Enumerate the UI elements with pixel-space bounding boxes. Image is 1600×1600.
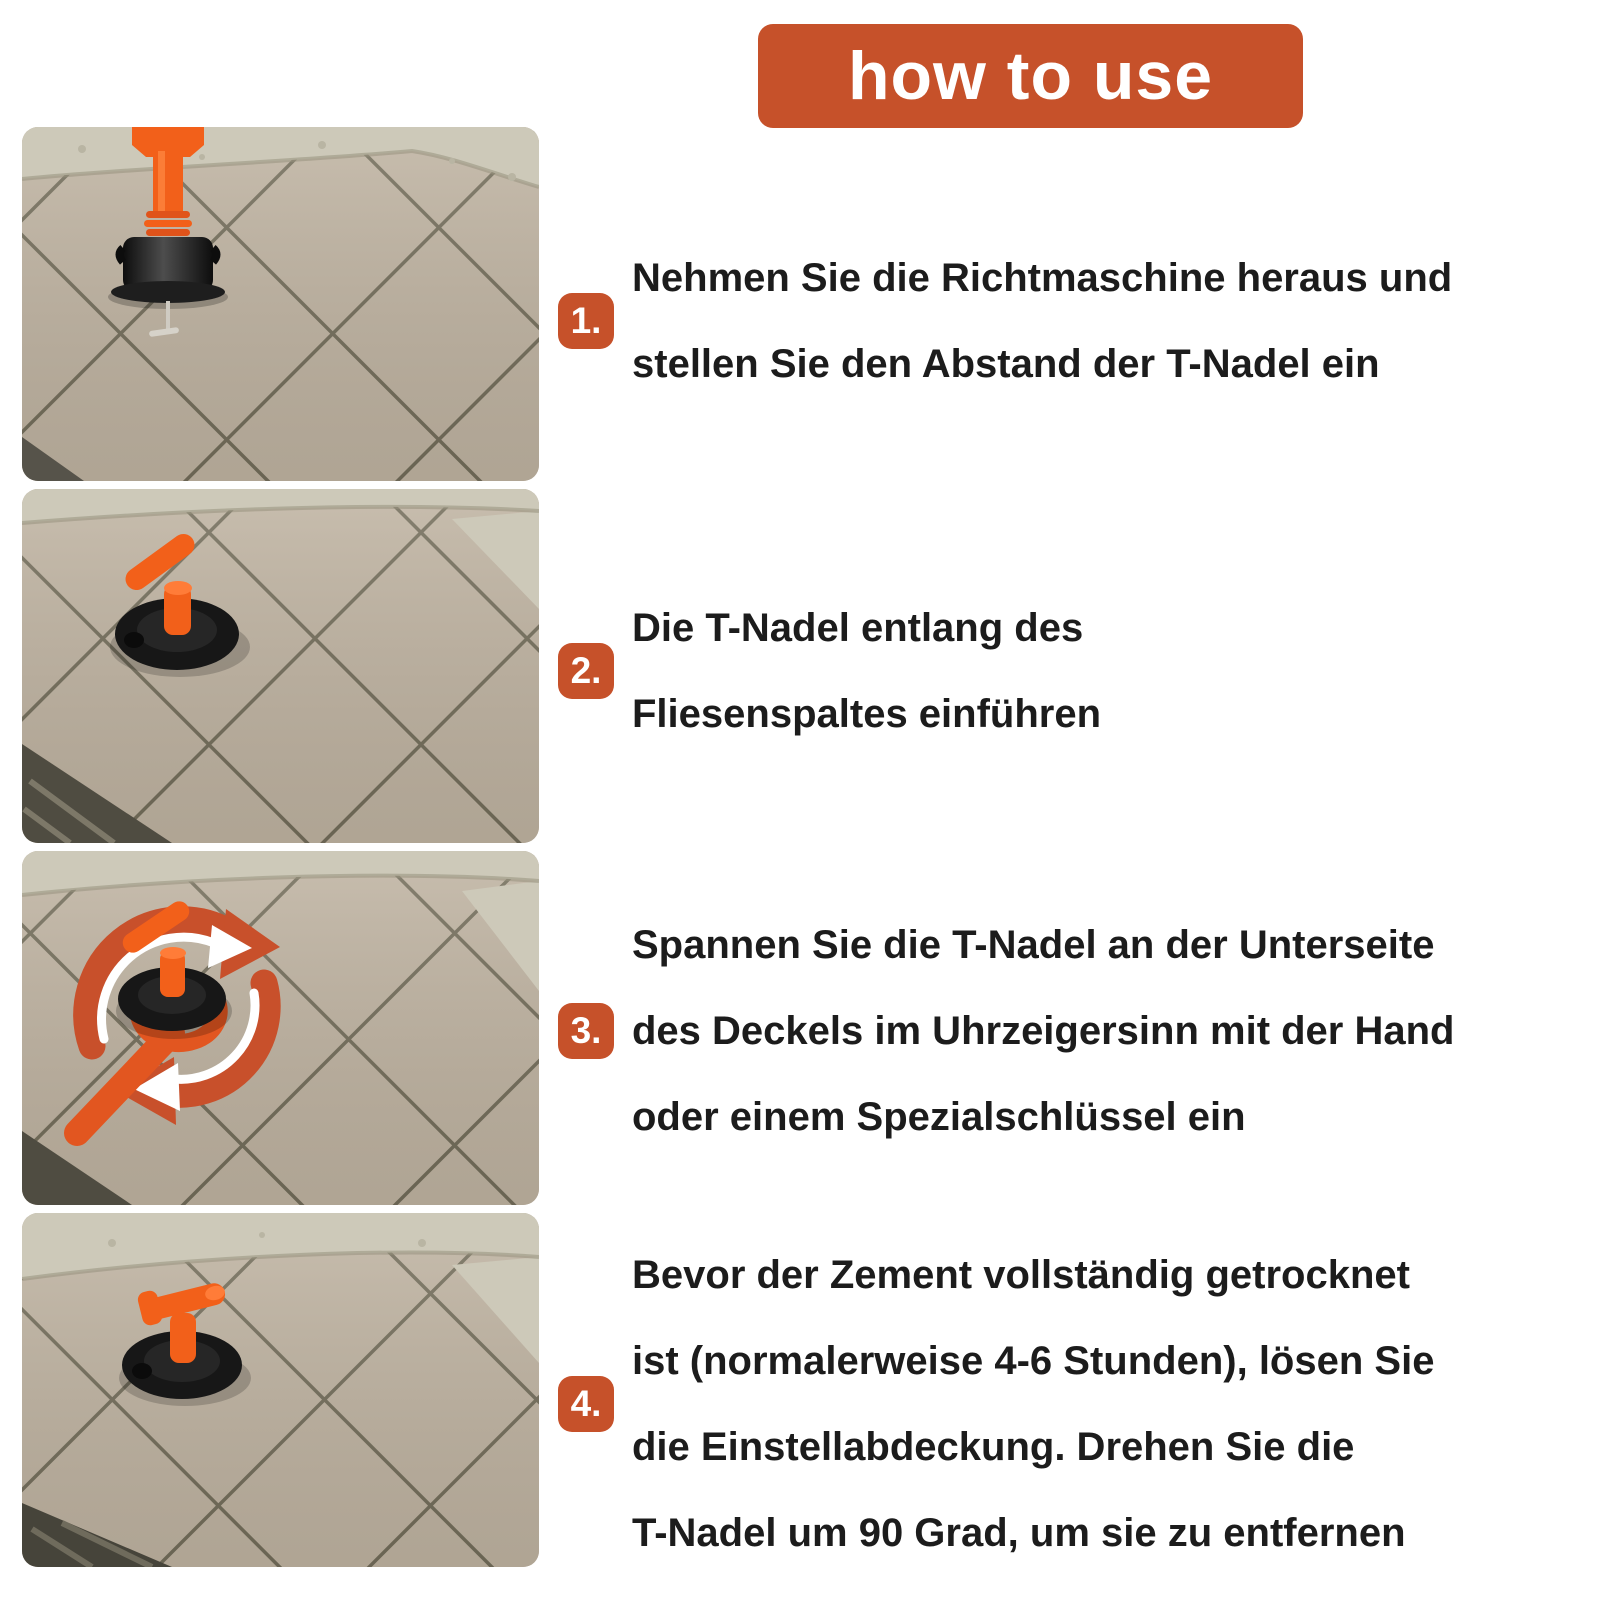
- step-3-number-badge: 3.: [558, 1003, 614, 1059]
- tile-floor-scene: [22, 851, 539, 1205]
- step-4-photo: [22, 1213, 539, 1567]
- tile-floor-scene: [22, 489, 539, 843]
- lighting-overlay: [22, 489, 539, 843]
- step-4: [558, 1232, 1434, 1576]
- step-text-line: Fliesenspaltes einführen: [632, 692, 1102, 736]
- step-text-line: T-Nadel um 90 Grad, um sie zu entfernen: [632, 1511, 1406, 1555]
- step-text-line: Nehmen Sie die Richtmaschine heraus und: [632, 256, 1453, 300]
- tile-floor-scene: [22, 1213, 539, 1567]
- step-text-line: stellen Sie den Abstand der T-Nadel ein: [632, 342, 1380, 386]
- step-1-photo: [22, 127, 539, 481]
- step-text-line: Bevor der Zement vollständig getrocknet: [632, 1253, 1410, 1297]
- lighting-overlay: [22, 127, 539, 481]
- step-text-line: Spannen Sie die T-Nadel an der Unterseite: [632, 923, 1435, 967]
- step-4-text: [632, 1232, 1434, 1576]
- t-pin-needle: [166, 301, 170, 333]
- step-1: [558, 235, 1452, 407]
- page-title: how to use: [847, 38, 1214, 114]
- step-text-line: oder einem Spezialschlüssel ein: [632, 1095, 1246, 1139]
- step-4-number-badge: 4.: [558, 1376, 614, 1432]
- tile-floor-scene: [22, 127, 539, 481]
- step-text-line: des Deckels im Uhrzeigersinn mit der Hand: [632, 1009, 1455, 1053]
- step-1-text: [632, 235, 1452, 407]
- step-2-number-badge: 2.: [558, 643, 614, 699]
- step-2-text: [632, 585, 1101, 757]
- step-text-line: die Einstellabdeckung. Drehen Sie die: [632, 1425, 1355, 1469]
- header-banner: [758, 24, 1303, 128]
- step-3-text: [632, 902, 1454, 1160]
- step-1-number-badge: 1.: [558, 293, 614, 349]
- step-2-photo: [22, 489, 539, 843]
- step-text-line: ist (normalerweise 4-6 Stunden), lösen Sie: [632, 1339, 1435, 1383]
- step-2: [558, 585, 1101, 757]
- step-text-line: Die T-Nadel entlang des: [632, 606, 1084, 650]
- step-3: [558, 902, 1454, 1160]
- step-3-photo: [22, 851, 539, 1205]
